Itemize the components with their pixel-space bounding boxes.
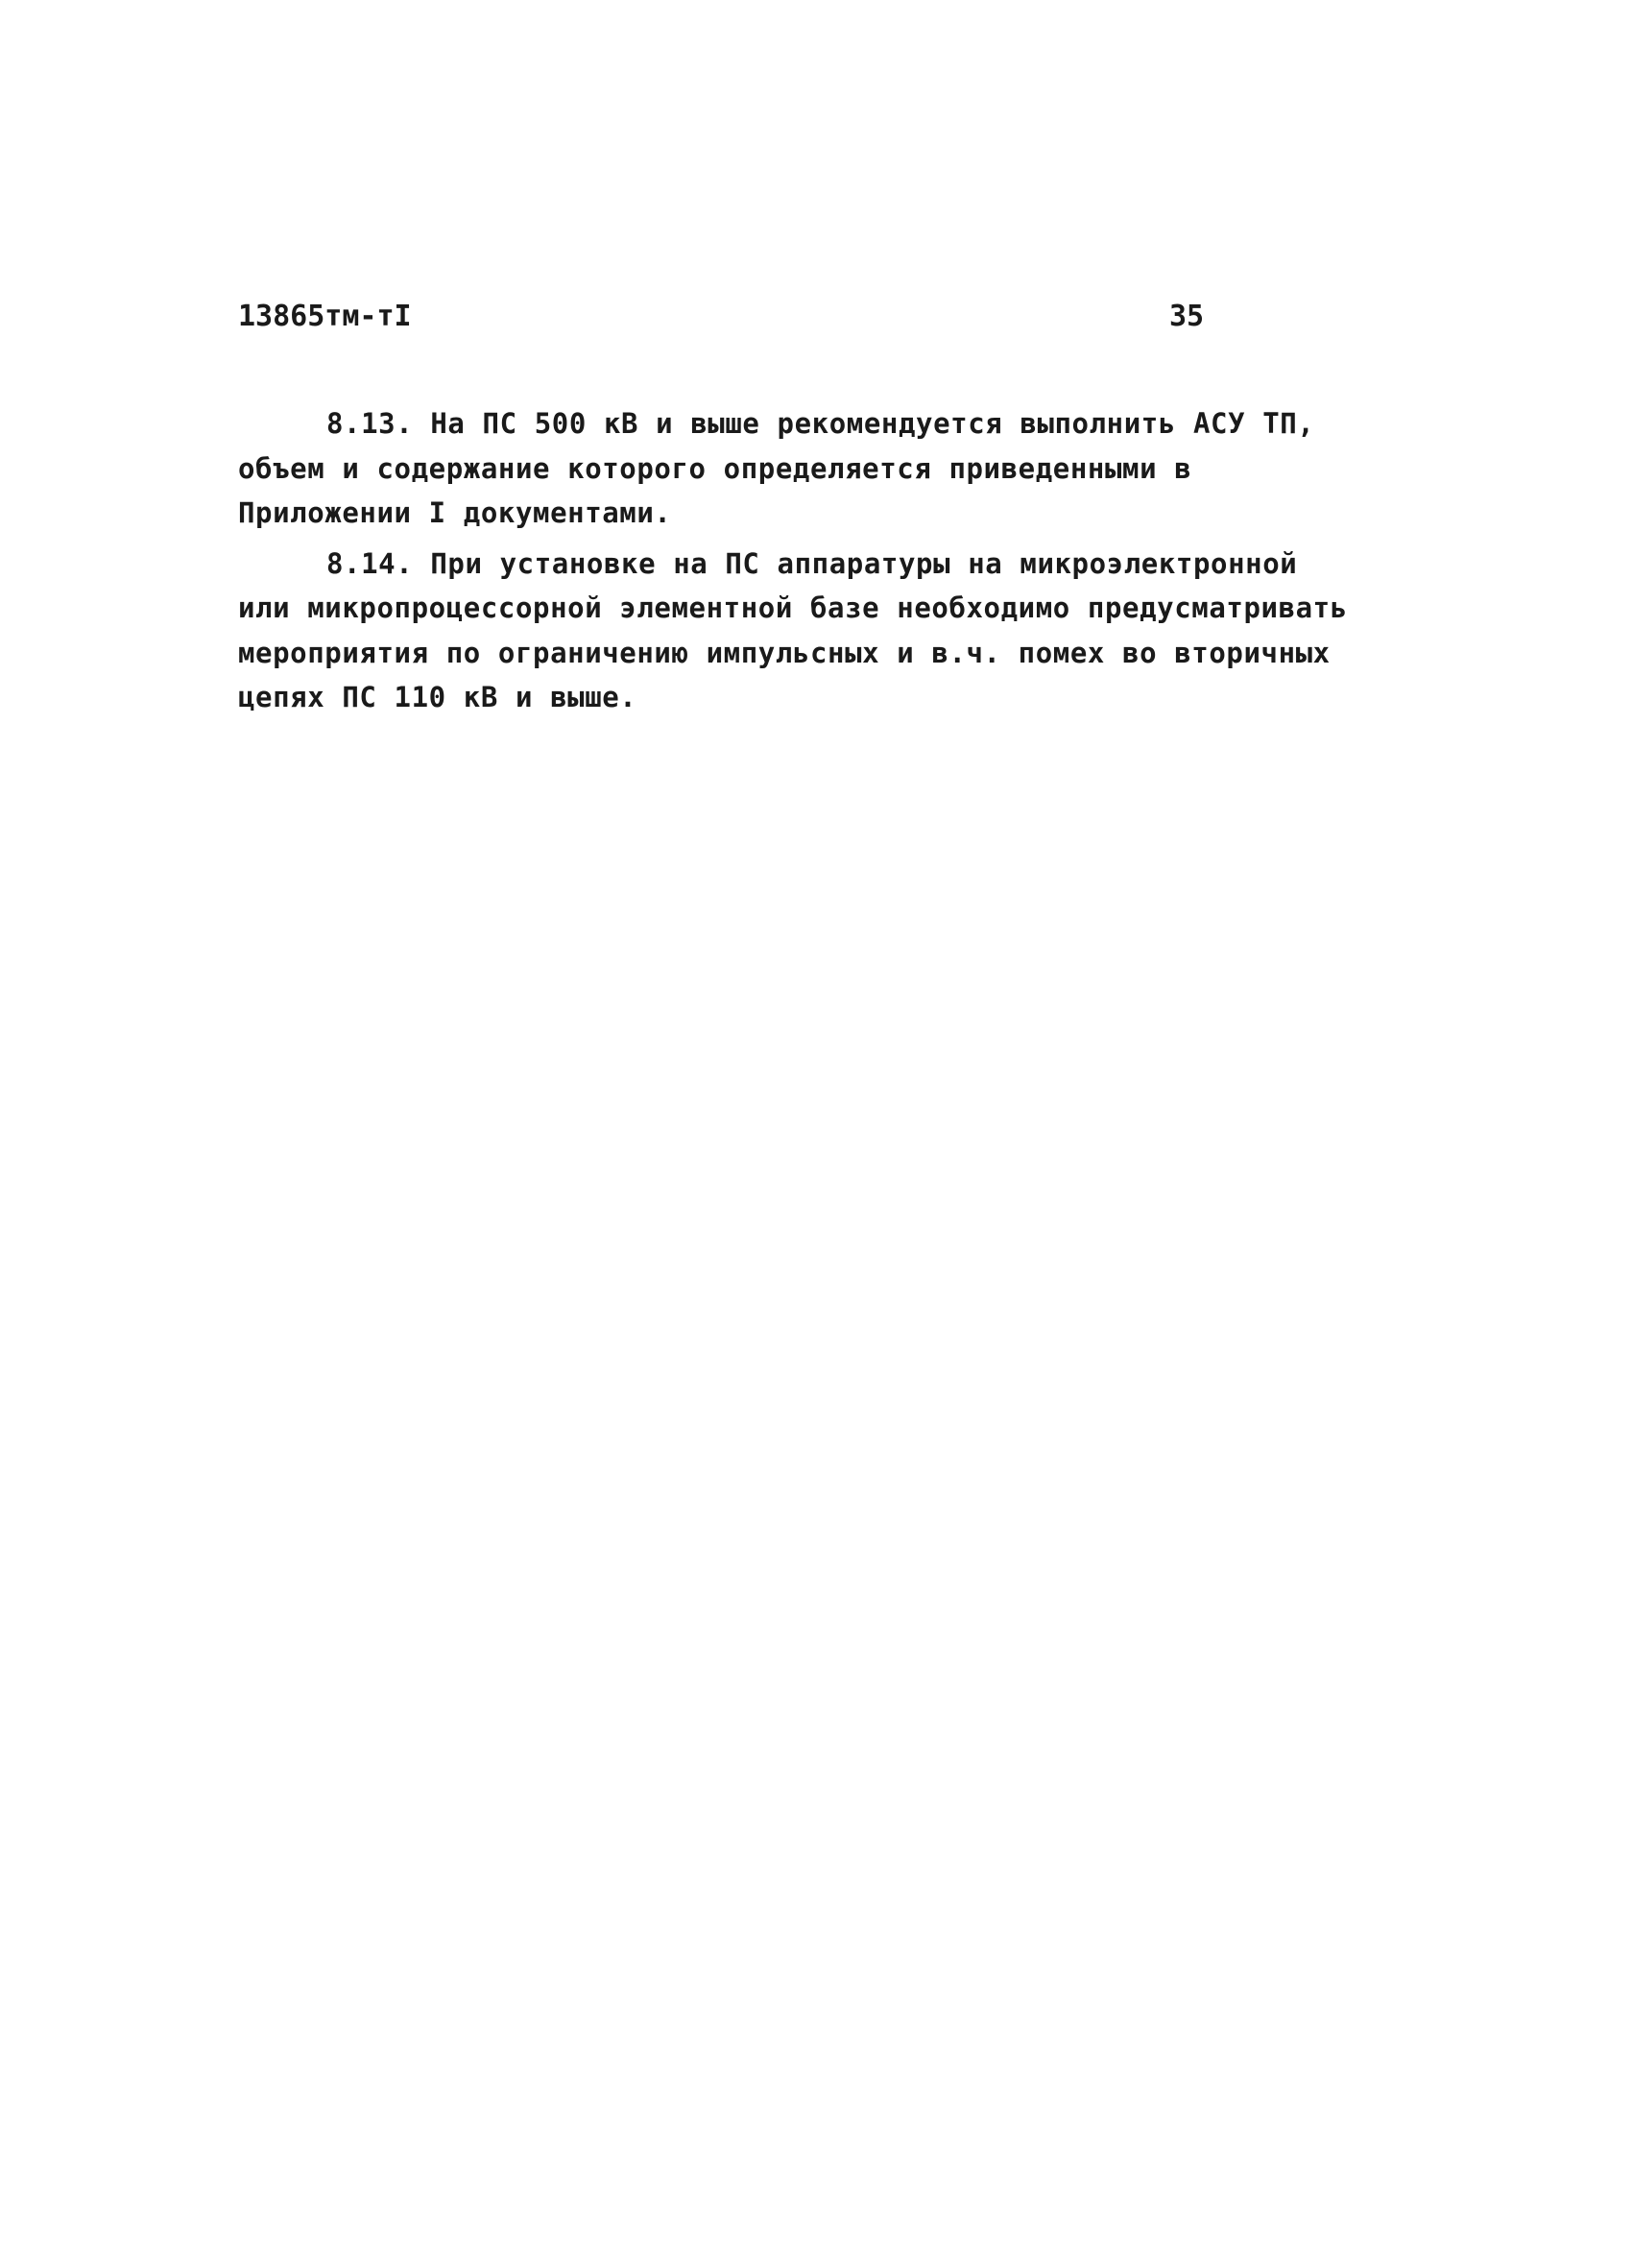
text-line: или микропроцессорной элементной базе необходимо предусматривать xyxy=(238,591,1348,624)
document-body xyxy=(238,401,1419,720)
text-line: объем и содержание которого определяется приведенными в xyxy=(238,451,1192,485)
text-line: цепях ПС 110 кВ и выше. xyxy=(238,681,637,713)
document-code: 13865тм-тI xyxy=(238,300,412,333)
text-line: 8.14. При установке на ПС аппаратуры на микроэлектронной xyxy=(326,546,1298,580)
text-line: 8.13. На ПС 500 кВ и выше рекомендуется выполнить АСУ ТП, xyxy=(326,407,1315,440)
page-number: 35 xyxy=(1169,300,1205,333)
text-line: мероприятия по ограничению импульсных и в.ч. помех во вторичных xyxy=(238,636,1331,669)
paragraph-8-13 xyxy=(238,401,1419,536)
text-line: Приложении I документами. xyxy=(238,496,672,529)
page-header xyxy=(238,300,1217,346)
paragraph-8-14 xyxy=(238,542,1419,720)
